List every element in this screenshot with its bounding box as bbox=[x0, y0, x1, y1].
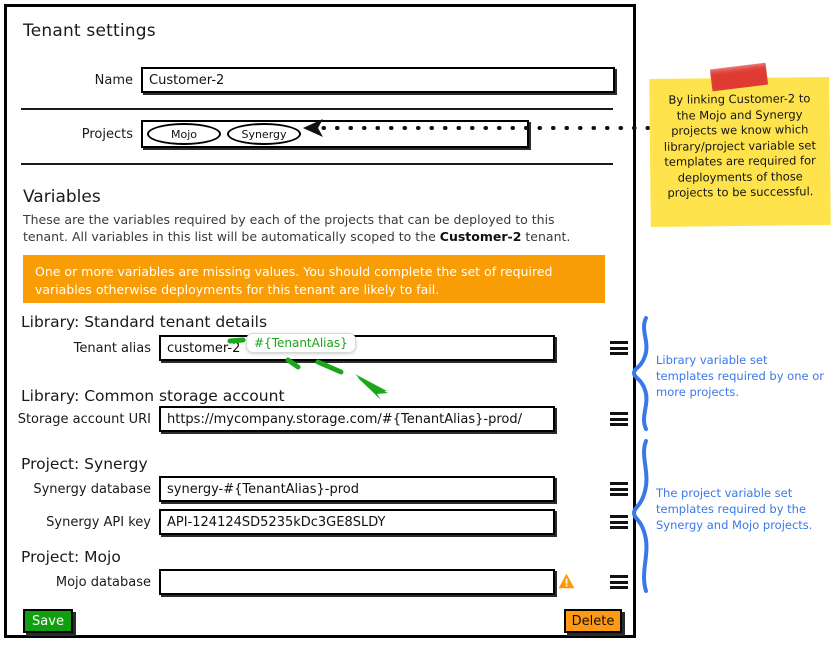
projects-input[interactable] bbox=[141, 120, 529, 148]
synergy-api-key-input[interactable] bbox=[159, 509, 555, 535]
variable-row-storage-uri bbox=[15, 406, 627, 432]
variable-row-synergy-database bbox=[15, 476, 627, 502]
storage-uri-value: https://mycompany.storage.com/#{TenantAlias}-prod/ bbox=[167, 411, 522, 427]
project-pill-synergy[interactable] bbox=[227, 123, 301, 145]
variable-row-synergy-api-key bbox=[15, 509, 627, 535]
group-title-project-synergy: Project: Synergy bbox=[21, 455, 148, 473]
storage-uri-input[interactable] bbox=[159, 406, 555, 432]
name-input-value: Customer-2 bbox=[149, 72, 225, 88]
group-title-project-mojo: Project: Mojo bbox=[21, 548, 121, 566]
save-button[interactable] bbox=[23, 609, 73, 633]
sticky-note bbox=[649, 77, 831, 227]
library-brace-note: Library variable set templates required by one or more projects. bbox=[656, 353, 824, 399]
synergy-api-key-label: Synergy API key bbox=[46, 514, 151, 530]
variables-heading: Variables bbox=[23, 187, 101, 207]
divider-top bbox=[21, 108, 613, 110]
name-input[interactable] bbox=[141, 67, 615, 93]
variables-description bbox=[23, 211, 603, 245]
tenant-alias-tooltip: #{TenantAlias} bbox=[246, 333, 356, 353]
name-row bbox=[27, 67, 623, 93]
hamburger-icon[interactable] bbox=[610, 412, 628, 426]
synergy-database-label: Synergy database bbox=[33, 481, 151, 497]
hamburger-icon[interactable] bbox=[610, 575, 628, 589]
missing-values-banner: One or more variables are missing values. You should complete the set of required variables otherwise deployments for this tenant are likely to fail. bbox=[23, 255, 605, 303]
hamburger-icon[interactable] bbox=[610, 341, 628, 355]
project-pill-label: Synergy bbox=[241, 127, 287, 141]
tenant-settings-panel bbox=[4, 4, 636, 638]
page-title: Tenant settings bbox=[23, 21, 156, 41]
variables-description-part2: tenant. bbox=[521, 229, 571, 244]
mojo-database-input[interactable] bbox=[159, 569, 555, 595]
projects-row bbox=[27, 120, 623, 148]
variables-description-tenant: Customer-2 bbox=[439, 229, 522, 244]
group-title-library-storage: Library: Common storage account bbox=[21, 387, 285, 405]
projects-label: Projects bbox=[81, 126, 133, 142]
hamburger-icon[interactable] bbox=[610, 515, 628, 529]
divider-projects bbox=[21, 163, 613, 165]
delete-button[interactable] bbox=[564, 609, 622, 633]
synergy-database-value: synergy-#{TenantAlias}-prod bbox=[167, 481, 359, 497]
project-pill-label: Mojo bbox=[170, 127, 197, 141]
tenant-alias-value: customer-2 bbox=[167, 340, 241, 356]
hamburger-icon[interactable] bbox=[610, 482, 628, 496]
tenant-alias-input[interactable] bbox=[159, 335, 555, 361]
name-label: Name bbox=[94, 72, 133, 88]
project-brace-note: The project variable set templates required by the Synergy and Mojo projects. bbox=[656, 486, 813, 532]
variables-description-part1: These are the variables required by each of the projects that can be deployed to this tenant. All variables in this list will be automatically scoped to the bbox=[23, 212, 555, 244]
project-pill-mojo[interactable] bbox=[147, 123, 221, 145]
synergy-database-input[interactable] bbox=[159, 476, 555, 502]
delete-button-label: Delete bbox=[571, 613, 615, 629]
mojo-database-label: Mojo database bbox=[55, 574, 151, 590]
tenant-alias-label: Tenant alias bbox=[73, 340, 151, 356]
storage-uri-label: Storage account URI bbox=[17, 411, 151, 427]
warning-triangle-icon bbox=[558, 573, 575, 589]
sticky-note-text: By linking Customer-2 to the Mojo and Synergy projects we know which library/project variable set templates are required for deployments of those projects to be successful. bbox=[663, 91, 817, 200]
synergy-api-key-value: API-124124SD5235kDc3GE8SLDY bbox=[167, 514, 386, 530]
variable-row-mojo-database bbox=[15, 569, 627, 595]
group-title-library-standard: Library: Standard tenant details bbox=[21, 313, 268, 331]
save-button-label: Save bbox=[32, 613, 64, 629]
